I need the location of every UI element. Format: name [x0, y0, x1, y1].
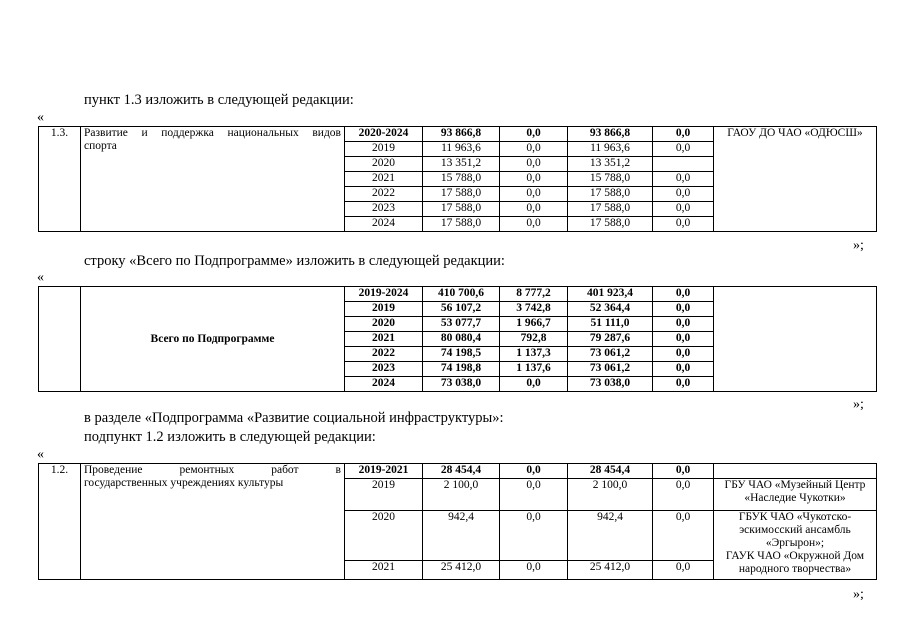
cell-reg: 28 454,4	[568, 464, 653, 479]
cell-other: 0,0	[653, 127, 714, 142]
cell-year: 2020	[345, 317, 423, 332]
executor-list	[714, 511, 877, 580]
cell-reg: 15 788,0	[568, 172, 653, 187]
cell-reg: 73 038,0	[568, 377, 653, 392]
cell-reg: 401 923,4	[568, 287, 653, 302]
cell-fed: 1 137,3	[500, 347, 568, 362]
cell-reg: 73 061,2	[568, 347, 653, 362]
close-quote: »;	[853, 587, 864, 602]
cell-other: 0,0	[653, 464, 714, 479]
cell-total: 73 038,0	[423, 377, 500, 392]
item-name	[81, 464, 345, 580]
cell-year: 2021	[345, 332, 423, 347]
cell-year: 2022	[345, 347, 423, 362]
cell-year: 2020	[345, 511, 423, 561]
item-name-line1: Развитие и поддержка национальных видов	[84, 127, 341, 139]
cell-total: 17 588,0	[423, 187, 500, 202]
cell-reg: 52 364,4	[568, 302, 653, 317]
empty-executor-cell	[714, 464, 877, 479]
cell-other: 0,0	[653, 202, 714, 217]
cell-total: 28 454,4	[423, 464, 500, 479]
cell-reg: 93 866,8	[568, 127, 653, 142]
executor: ГАОУ ДО ЧАО «ОДЮСШ»	[714, 127, 877, 232]
cell-reg: 25 412,0	[568, 561, 653, 580]
cell-fed: 8 777,2	[500, 287, 568, 302]
table-item-1-2	[38, 463, 877, 580]
cell-other: 0,0	[653, 172, 714, 187]
cell-year: 2024	[345, 217, 423, 232]
cell-total: 11 963,6	[423, 142, 500, 157]
cell-total: 93 866,8	[423, 127, 500, 142]
cell-reg: 13 351,2	[568, 157, 653, 172]
cell-other: 0,0	[653, 377, 714, 392]
total-label: Всего по Подпрограмме	[81, 287, 345, 392]
cell-total: 17 588,0	[423, 217, 500, 232]
close-quote: »;	[853, 397, 864, 412]
cell-reg: 79 287,6	[568, 332, 653, 347]
cell-total: 80 080,4	[423, 332, 500, 347]
empty-executor-cell	[714, 287, 877, 392]
cell-fed: 0,0	[500, 157, 568, 172]
cell-other: 0,0	[653, 287, 714, 302]
cell-reg: 17 588,0	[568, 217, 653, 232]
cell-fed: 0,0	[500, 187, 568, 202]
cell-other: 0,0	[653, 479, 714, 511]
cell-year: 2023	[345, 202, 423, 217]
cell-fed: 0,0	[500, 217, 568, 232]
cell-fed: 0,0	[500, 202, 568, 217]
cell-other: 0,0	[653, 561, 714, 580]
cell-total: 74 198,5	[423, 347, 500, 362]
cell-year: 2019-2021	[345, 464, 423, 479]
cell-year: 2020-2024	[345, 127, 423, 142]
cell-total: 13 351,2	[423, 157, 500, 172]
cell-total: 74 198,8	[423, 362, 500, 377]
cell-reg: 11 963,6	[568, 142, 653, 157]
cell-other: 0,0	[653, 142, 714, 157]
cell-fed: 792,8	[500, 332, 568, 347]
cell-fed: 1 966,7	[500, 317, 568, 332]
item-number: 1.3.	[39, 127, 81, 232]
cell-total: 56 107,2	[423, 302, 500, 317]
cell-total: 410 700,6	[423, 287, 500, 302]
open-quote: «	[37, 270, 44, 285]
cell-year: 2019-2024	[345, 287, 423, 302]
cell-other: 0,0	[653, 187, 714, 202]
cell-reg: 17 588,0	[568, 202, 653, 217]
cell-fed: 0,0	[500, 561, 568, 580]
paragraph-2: строку «Всего по Подпрограмме» изложить в следующей редакции:	[84, 253, 505, 269]
paragraph-3: в разделе «Подпрограмма «Развитие социальной инфраструктуры»:	[84, 410, 504, 426]
cell-other: 0,0	[653, 317, 714, 332]
cell-year: 2021	[345, 561, 423, 580]
paragraph-4: подпункт 1.2 изложить в следующей редакции:	[84, 429, 376, 445]
executor: ГБУК ЧАО «Чукотско-эскимосский ансамбль «Эргырон»;	[738, 511, 852, 549]
item-name-line2: государственных учреждениях культуры	[84, 477, 284, 489]
cell-reg: 73 061,2	[568, 362, 653, 377]
cell-fed: 0,0	[500, 172, 568, 187]
cell-reg: 17 588,0	[568, 187, 653, 202]
cell-other: 0,0	[653, 332, 714, 347]
paragraph-1: пункт 1.3 изложить в следующей редакции:	[84, 92, 354, 108]
cell-fed: 0,0	[500, 511, 568, 561]
cell-total: 25 412,0	[423, 561, 500, 580]
cell-other: 0,0	[653, 302, 714, 317]
cell-fed: 0,0	[500, 377, 568, 392]
cell-total: 15 788,0	[423, 172, 500, 187]
open-quote: «	[37, 447, 44, 462]
open-quote: «	[37, 110, 44, 125]
cell-fed: 0,0	[500, 479, 568, 511]
cell-year: 2020	[345, 157, 423, 172]
cell-year: 2019	[345, 302, 423, 317]
cell-year: 2019	[345, 142, 423, 157]
executor: ГБУ ЧАО «Музейный Центр «Наследие Чукотки»	[714, 479, 877, 511]
cell-reg: 51 111,0	[568, 317, 653, 332]
cell-fed: 0,0	[500, 142, 568, 157]
cell-total: 2 100,0	[423, 479, 500, 511]
cell-total: 17 588,0	[423, 202, 500, 217]
item-number: 1.2.	[39, 464, 81, 580]
cell-other	[653, 157, 714, 172]
cell-total: 53 077,7	[423, 317, 500, 332]
cell-other: 0,0	[653, 511, 714, 561]
cell-fed: 3 742,8	[500, 302, 568, 317]
table-item-1-3	[38, 126, 877, 232]
cell-fed: 0,0	[500, 127, 568, 142]
table-total	[38, 286, 877, 392]
cell-other: 0,0	[653, 217, 714, 232]
cell-year: 2024	[345, 377, 423, 392]
item-name-line2: спорта	[84, 140, 117, 152]
cell-year: 2019	[345, 479, 423, 511]
executor: ГАУК ЧАО «Окружной Дом народного творчества»	[725, 550, 865, 575]
item-name	[81, 127, 345, 232]
close-quote: »;	[853, 238, 864, 253]
cell-reg: 2 100,0	[568, 479, 653, 511]
cell-other: 0,0	[653, 347, 714, 362]
cell-fed: 1 137,6	[500, 362, 568, 377]
cell-other: 0,0	[653, 362, 714, 377]
empty-number-cell	[39, 287, 81, 392]
cell-year: 2021	[345, 172, 423, 187]
cell-reg: 942,4	[568, 511, 653, 561]
cell-year: 2023	[345, 362, 423, 377]
cell-fed: 0,0	[500, 464, 568, 479]
item-name-line1: Проведение ремонтных работ в	[84, 464, 341, 476]
cell-year: 2022	[345, 187, 423, 202]
cell-total: 942,4	[423, 511, 500, 561]
